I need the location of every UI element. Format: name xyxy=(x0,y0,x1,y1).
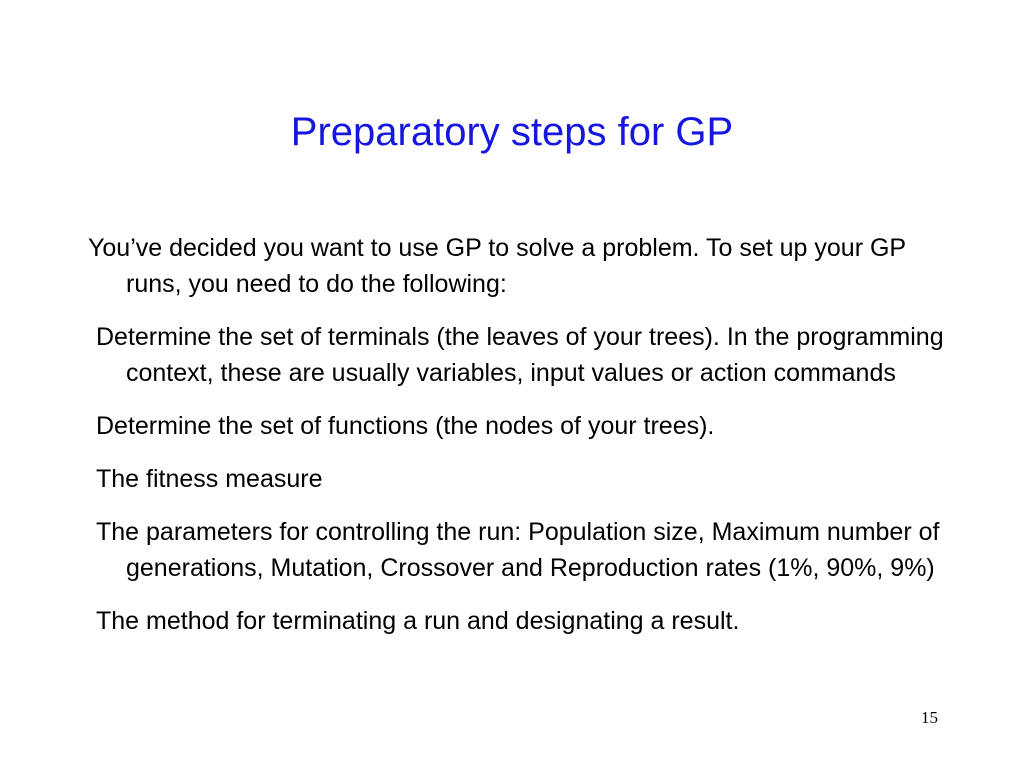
slide-body xyxy=(88,230,948,656)
bullet-item-parameters: The parameters for controlling the run: Population size, Maximum number of generations, Mutation, Crossover and Reproduction rates (1%, 90%, 9%) xyxy=(96,518,940,582)
page-number: 15 xyxy=(921,708,938,727)
bullet-item-termination: The method for terminating a run and designating a result. xyxy=(96,607,740,635)
bullet-item-fitness: The fitness measure xyxy=(96,465,323,493)
intro-paragraph: You’ve decided you want to use GP to solve a problem. To set up your GP runs, you need to do the following: xyxy=(88,234,906,298)
bullet-item-terminals: Determine the set of terminals (the leaves of your trees). In the programming context, these are usually variables, input values or action commands xyxy=(96,323,944,387)
bullet-item-functions: Determine the set of functions (the nodes of your trees). xyxy=(96,412,715,440)
slide-title: Preparatory steps for GP xyxy=(290,110,734,154)
